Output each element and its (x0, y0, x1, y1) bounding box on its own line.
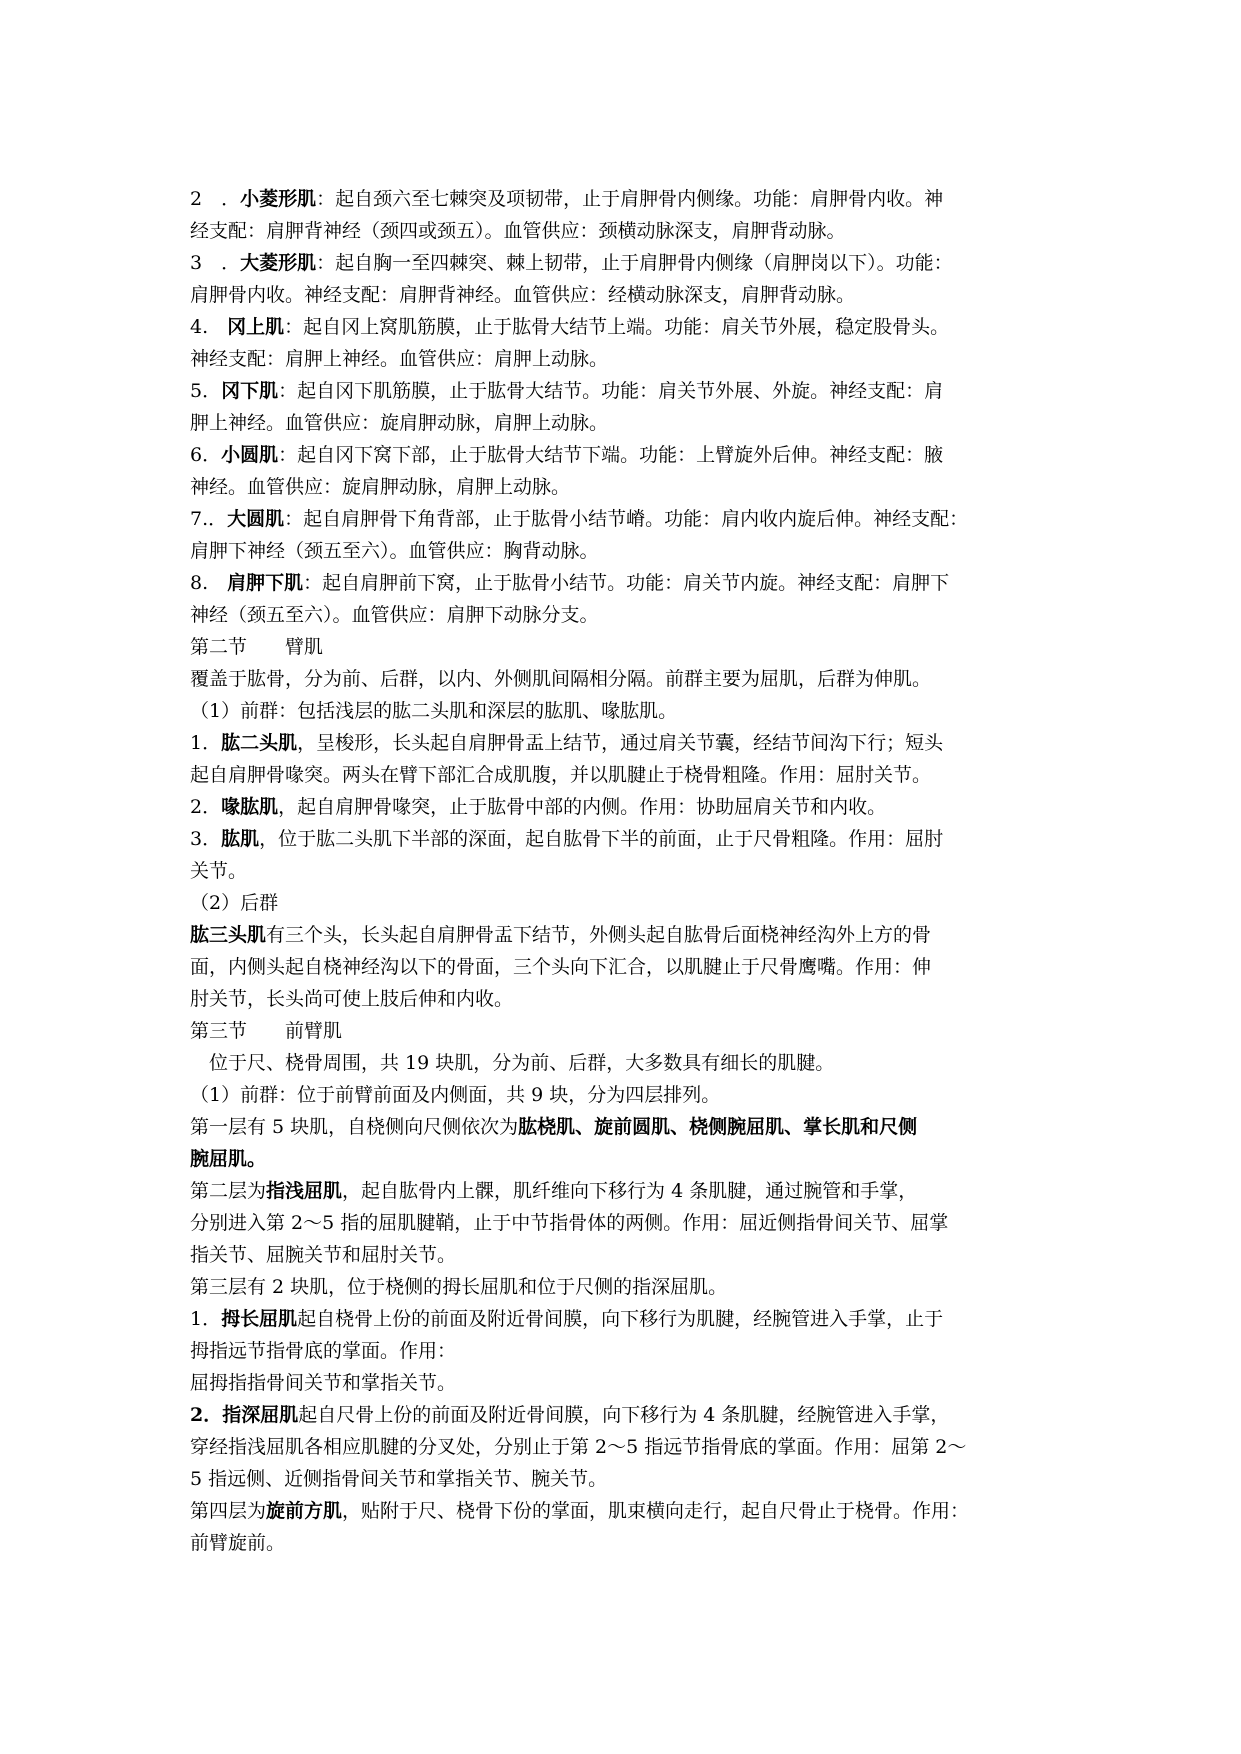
muscle-name: 肩胛下肌 (227, 572, 304, 594)
muscle-name: 冈下肌 (221, 380, 279, 402)
text-run: 第二层为 (190, 1180, 267, 1202)
paragraph-line (190, 1335, 1056, 1367)
paragraph-line (190, 663, 1056, 695)
paragraph-line (190, 567, 1056, 599)
paragraph-line (190, 343, 1056, 375)
text-run: ，位于肱二头肌下半部的深面，起自肱骨下半的前面，止于尺骨粗隆。作用：屈肘 (259, 828, 944, 850)
paragraph-line (190, 1399, 1056, 1431)
paragraph-line (190, 1175, 1056, 1207)
text-run: 第三层有 2 块肌，位于桡侧的拇长屈肌和位于尺侧的指深屈肌。 (190, 1276, 728, 1298)
text-run: （2）后群 (190, 892, 279, 914)
paragraph-line (190, 1111, 1056, 1143)
paragraph-line (190, 1495, 1056, 1527)
paragraph-line (190, 1271, 1056, 1303)
paragraph-line (190, 1079, 1056, 1111)
text-run: 1． (190, 1308, 222, 1330)
paragraph-line (190, 439, 1056, 471)
text-run: 2 ． (190, 188, 241, 210)
paragraph-line (190, 215, 1056, 247)
text-run: （1）前群：包括浅层的肱二头肌和深层的肱肌、喙肱肌。 (190, 700, 678, 722)
paragraph-line (190, 1527, 1056, 1559)
muscle-name: 冈上肌 (227, 316, 285, 338)
text-run: 分别进入第 2～5 指的屈肌腱鞘，止于中节指骨体的两侧。作用：屈近侧指骨间关节、屈掌 (190, 1212, 949, 1234)
text-run: 穿经指浅屈肌各相应肌腱的分叉处，分别止于第 2～5 指远节指骨底的掌面。作用：屈第 2～ (190, 1436, 967, 1458)
muscle-name: 肱肌 (221, 828, 260, 850)
text-run: 8. (190, 572, 228, 594)
muscle-name: 肱桡肌、旋前圆肌、桡侧腕屈肌、掌长肌和尺侧 (518, 1116, 918, 1138)
text-run: 2． (190, 796, 222, 818)
paragraph-line (190, 951, 1056, 983)
text-run: （1）前群：位于前臂前面及内侧面，共 9 块，分为四层排列。 (190, 1084, 721, 1106)
text-run: ，贴附于尺、桡骨下份的掌面，肌束横向走行，起自尺骨止于桡骨。作用： (342, 1500, 970, 1522)
text-run: 3 ． (190, 252, 241, 274)
paragraph-line (190, 791, 1056, 823)
muscle-name: 旋前方肌 (266, 1500, 343, 1522)
text-run: 关节。 (190, 860, 248, 882)
text-run: ，起自肱骨内上髁，肌纤维向下移行为 4 条肌腱，通过腕管和手掌， (342, 1180, 918, 1202)
paragraph-line (190, 727, 1056, 759)
muscle-name: 肱二头肌 (221, 732, 298, 754)
text-run: 5． (190, 380, 222, 402)
muscle-name: 大圆肌 (227, 508, 285, 530)
paragraph-line (190, 247, 1056, 279)
text-run: 第四层为 (190, 1500, 267, 1522)
text-run: ：起自颈六至七棘突及项韧带，止于肩胛骨内侧缘。功能：肩胛骨内收。神 (316, 188, 944, 210)
muscle-name: 指浅屈肌 (266, 1180, 343, 1202)
paragraph-line (190, 311, 1056, 343)
text-run: 3． (190, 828, 222, 850)
paragraph-line (190, 535, 1056, 567)
text-run: 指关节、屈腕关节和屈肘关节。 (190, 1244, 457, 1266)
text-run: 肘关节，长头尚可使上肢后伸和内收。 (190, 988, 514, 1010)
paragraph-line (190, 1431, 1056, 1463)
text-run: 5 指远侧、近侧指骨间关节和掌指关节、腕关节。 (190, 1468, 608, 1490)
muscle-name: 指深屈肌 (222, 1404, 299, 1426)
text-run: 7.． (190, 508, 228, 530)
paragraph-line (190, 983, 1056, 1015)
paragraph-line (190, 471, 1056, 503)
text-run: ：起自肩胛骨下角背部，止于肱骨小结节嵴。功能：肩内收内旋后伸。神经支配： (284, 508, 969, 530)
text-run: ：起自肩胛前下窝，止于肱骨小结节。功能：肩关节内旋。神经支配：肩胛下 (303, 572, 950, 594)
text-run: ，呈梭形，长头起自肩胛骨盂上结节，通过肩关节囊，经结节间沟下行；短头 (297, 732, 944, 754)
paragraph-line (190, 1143, 1056, 1175)
paragraph-line (190, 1367, 1056, 1399)
paragraph-line (190, 1239, 1056, 1271)
text-run: 有三个头，长头起自肩胛骨盂下结节，外侧头起自肱骨后面桡神经沟外上方的骨 (266, 924, 932, 946)
text-run: 覆盖于肱骨，分为前、后群，以内、外侧肌间隔相分隔。前群主要为屈肌，后群为伸肌。 (190, 668, 932, 690)
text-run: 神经（颈五至六）。血管供应：肩胛下动脉分支。 (190, 604, 599, 626)
text-run: 肩胛骨内收。神经支配：肩胛背神经。血管供应：经横动脉深支，肩胛背动脉。 (190, 284, 856, 306)
text-run: 胛上神经。血管供应：旋肩胛动脉，肩胛上动脉。 (190, 412, 609, 434)
text-run: ：起自胸一至四棘突、棘上韧带，止于肩胛骨内侧缘（肩胛岗以下）。功能： (316, 252, 953, 274)
text-run: 第一层有 5 块肌，自桡侧向尺侧依次为 (190, 1116, 519, 1138)
muscle-name: 拇长屈肌 (221, 1308, 298, 1330)
text-run: 屈拇指指骨间关节和掌指关节。 (190, 1372, 457, 1394)
paragraph-line (190, 407, 1056, 439)
paragraph-line (190, 1303, 1056, 1335)
text-run: 神经支配：肩胛上神经。血管供应：肩胛上动脉。 (190, 348, 609, 370)
muscle-name: 喙肱肌 (221, 796, 279, 818)
text-run: 肩胛下神经（颈五至六）。血管供应：胸背动脉。 (190, 540, 599, 562)
text-run: 拇指远节指骨底的掌面。作用： (190, 1340, 457, 1362)
text-run: ：起自冈上窝肌筋膜，止于肱骨大结节上端。功能：肩关节外展，稳定股骨头。 (284, 316, 950, 338)
paragraph-line (190, 375, 1056, 407)
paragraph-line (190, 823, 1056, 855)
paragraph-line (190, 1047, 1056, 1079)
paragraph-line (190, 183, 1056, 215)
muscle-name: 腕屈肌。 (190, 1148, 267, 1170)
paragraph-line (190, 695, 1056, 727)
text-run: 面，内侧头起自桡神经沟以下的骨面，三个头向下汇合，以肌腱止于尺骨鹰嘴。作用：伸 (190, 956, 932, 978)
text-run: 4. (190, 316, 228, 338)
muscle-name: 2． (190, 1404, 223, 1426)
text-run: 起自肩胛骨喙突。两头在臂下部汇合成肌腹，并以肌腱止于桡骨粗隆。作用：屈肘关节。 (190, 764, 932, 786)
section-heading: 第二节 臂肌 (190, 636, 324, 658)
text-run: ：起自冈下窝下部，止于肱骨大结节下端。功能：上臂旋外后伸。神经支配：腋 (278, 444, 944, 466)
paragraph-line (190, 503, 1056, 535)
muscle-name: 肱三头肌 (190, 924, 267, 946)
text-run: 前臂旋前。 (190, 1532, 286, 1554)
text-run: 经支配：肩胛背神经（颈四或颈五）。血管供应：颈横动脉深支，肩胛背动脉。 (190, 220, 846, 242)
paragraph-line (190, 279, 1056, 311)
muscle-name: 小圆肌 (221, 444, 279, 466)
text-run: ，起自肩胛骨喙突，止于肱骨中部的内侧。作用：协助屈肩关节和内收。 (278, 796, 887, 818)
paragraph-line (190, 919, 1056, 951)
text-run: 起自尺骨上份的前面及附近骨间膜，向下移行为 4 条肌腱，经腕管进入手掌， (298, 1404, 950, 1426)
paragraph-line (190, 1207, 1056, 1239)
paragraph-line (190, 1463, 1056, 1495)
paragraph-line (190, 887, 1056, 919)
paragraph-line (190, 759, 1056, 791)
paragraph-line (190, 599, 1056, 631)
muscle-name: 小菱形肌 (240, 188, 317, 210)
text-run: 6． (190, 444, 222, 466)
text-run: 1． (190, 732, 222, 754)
text-run: 起自桡骨上份的前面及附近骨间膜，向下移行为肌腱，经腕管进入手掌，止于 (297, 1308, 944, 1330)
text-run: ：起自冈下肌筋膜，止于肱骨大结节。功能：肩关节外展、外旋。神经支配：肩 (278, 380, 944, 402)
paragraph-line (190, 855, 1056, 887)
section-heading: 第三节 前臂肌 (190, 1020, 343, 1042)
muscle-name: 大菱形肌 (240, 252, 317, 274)
text-run: 位于尺、桡骨周围，共 19 块肌，分为前、后群，大多数具有细长的肌腱。 (190, 1052, 835, 1074)
document-body (190, 183, 1056, 1559)
text-run: 神经。血管供应：旋肩胛动脉，肩胛上动脉。 (190, 476, 571, 498)
